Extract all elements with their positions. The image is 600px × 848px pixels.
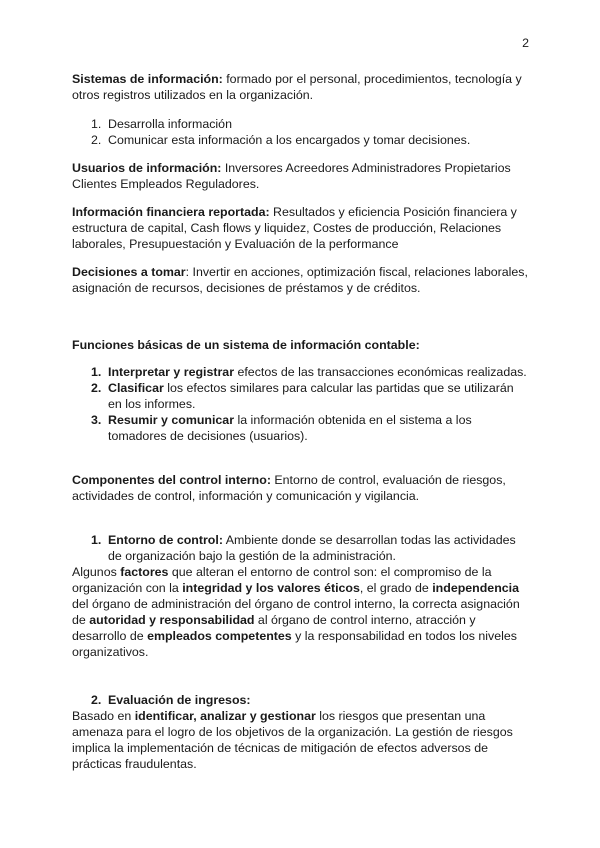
page-number: 2 (522, 36, 529, 50)
funcion-text: efectos de las transacciones económicas realizadas. (234, 365, 527, 379)
text-run-bold: identificar, analizar y gestionar (134, 709, 316, 723)
funcion-text: los efectos similares para calcular las partidas que se utilizarán en los informes. (108, 381, 514, 411)
evaluacion-paragraph (72, 708, 530, 772)
list-number: 1. (91, 117, 102, 131)
sistemas-paragraph (72, 71, 534, 103)
info-financiera-term: Información financiera reportada: (72, 205, 270, 219)
list-item-text: Desarrolla información (108, 117, 232, 131)
text-run-bold: integridad y los valores éticos (182, 581, 360, 595)
list-number: 1. (91, 365, 102, 379)
decisiones-paragraph (72, 264, 534, 296)
funcion-term: Clasificar (108, 381, 164, 395)
list-item (108, 364, 528, 380)
list-item (91, 132, 101, 148)
text-run: del órgano de administración del órgano de control interno, la correcta asignación de (72, 597, 520, 627)
funcion-term: Interpretar y registrar (108, 365, 235, 379)
usuarios-paragraph (72, 160, 534, 192)
entorno-item (108, 532, 528, 564)
list-number: 2. (91, 693, 102, 707)
list-item (91, 116, 101, 132)
text-run-bold: empleados competentes (147, 629, 292, 643)
text-run: , el grado de (359, 581, 433, 595)
evaluacion-term: Evaluación de ingresos: (108, 693, 251, 707)
funcion-text: la información obtenida en el sistema a los tomadores de decisiones (usuarios). (108, 413, 472, 443)
list-item (108, 380, 528, 412)
text-run: los riesgos que presentan una amenaza para el logro de los objetivos de la organización. La gestión de riesgos implica la implementación de técnicas de mitigación de efectos adversos de prácticas fraudulentas. (72, 709, 513, 771)
usuarios-term: Usuarios de información: (72, 161, 222, 175)
list-number: 1. (91, 533, 102, 547)
text-run-bold: factores (120, 565, 169, 579)
list-number: 2. (91, 381, 102, 395)
info-financiera-text: Resultados y eficiencia Posición financiera y estructura de capital, Cash flows y liquidez, Costes de producción, Relaciones laborales, Presupuestación y Evaluación de la performance (72, 205, 517, 251)
entorno-text: Ambiente donde se desarrollan todas las actividades de organización bajo la gestión de la administración. (108, 533, 516, 563)
text-run-bold: autoridad y responsabilidad (89, 613, 255, 627)
entorno-factores-paragraph (72, 564, 530, 660)
text-run: y la responsabilidad en todos los niveles organizativos. (72, 629, 517, 659)
list-number: 2. (91, 133, 102, 147)
text-run: al órgano de control interno, atracción y desarrollo de (72, 613, 476, 643)
text-run: Algunos (72, 565, 121, 579)
sistemas-text: formado por el personal, procedimientos, tecnología y otros registros utilizados en la organización. (72, 72, 522, 102)
text-run: que alteran el entorno de control son: el compromiso de la organización con la (72, 565, 492, 595)
usuarios-text: Inversores Acreedores Administradores Propietarios Clientes Empleados Reguladores. (72, 161, 511, 191)
list-item (108, 412, 528, 444)
text-run: Basado en (72, 709, 135, 723)
decisiones-text: : Invertir en acciones, optimización fiscal, relaciones laborales, asignación de recursos, decisiones de préstamos y de créditos. (72, 265, 528, 295)
componentes-text: Entorno de control, evaluación de riesgos, actividades de control, información y comunicación y vigilancia. (72, 473, 506, 503)
funcion-term: Resumir y comunicar (108, 413, 235, 427)
sistemas-term: Sistemas de información: (72, 72, 223, 86)
list-item-text: Comunicar esta información a los encargados y tomar decisiones. (108, 133, 471, 147)
text-run-bold: independencia (432, 581, 519, 595)
decisiones-term: Decisiones a tomar (72, 265, 186, 279)
componentes-term: Componentes del control interno: (72, 473, 271, 487)
funciones-heading: Funciones básicas de un sistema de información contable: (72, 338, 420, 352)
list-number: 3. (91, 413, 102, 427)
info-financiera-paragraph (72, 204, 534, 252)
componentes-paragraph (72, 472, 534, 504)
entorno-term: Entorno de control: (108, 533, 223, 547)
